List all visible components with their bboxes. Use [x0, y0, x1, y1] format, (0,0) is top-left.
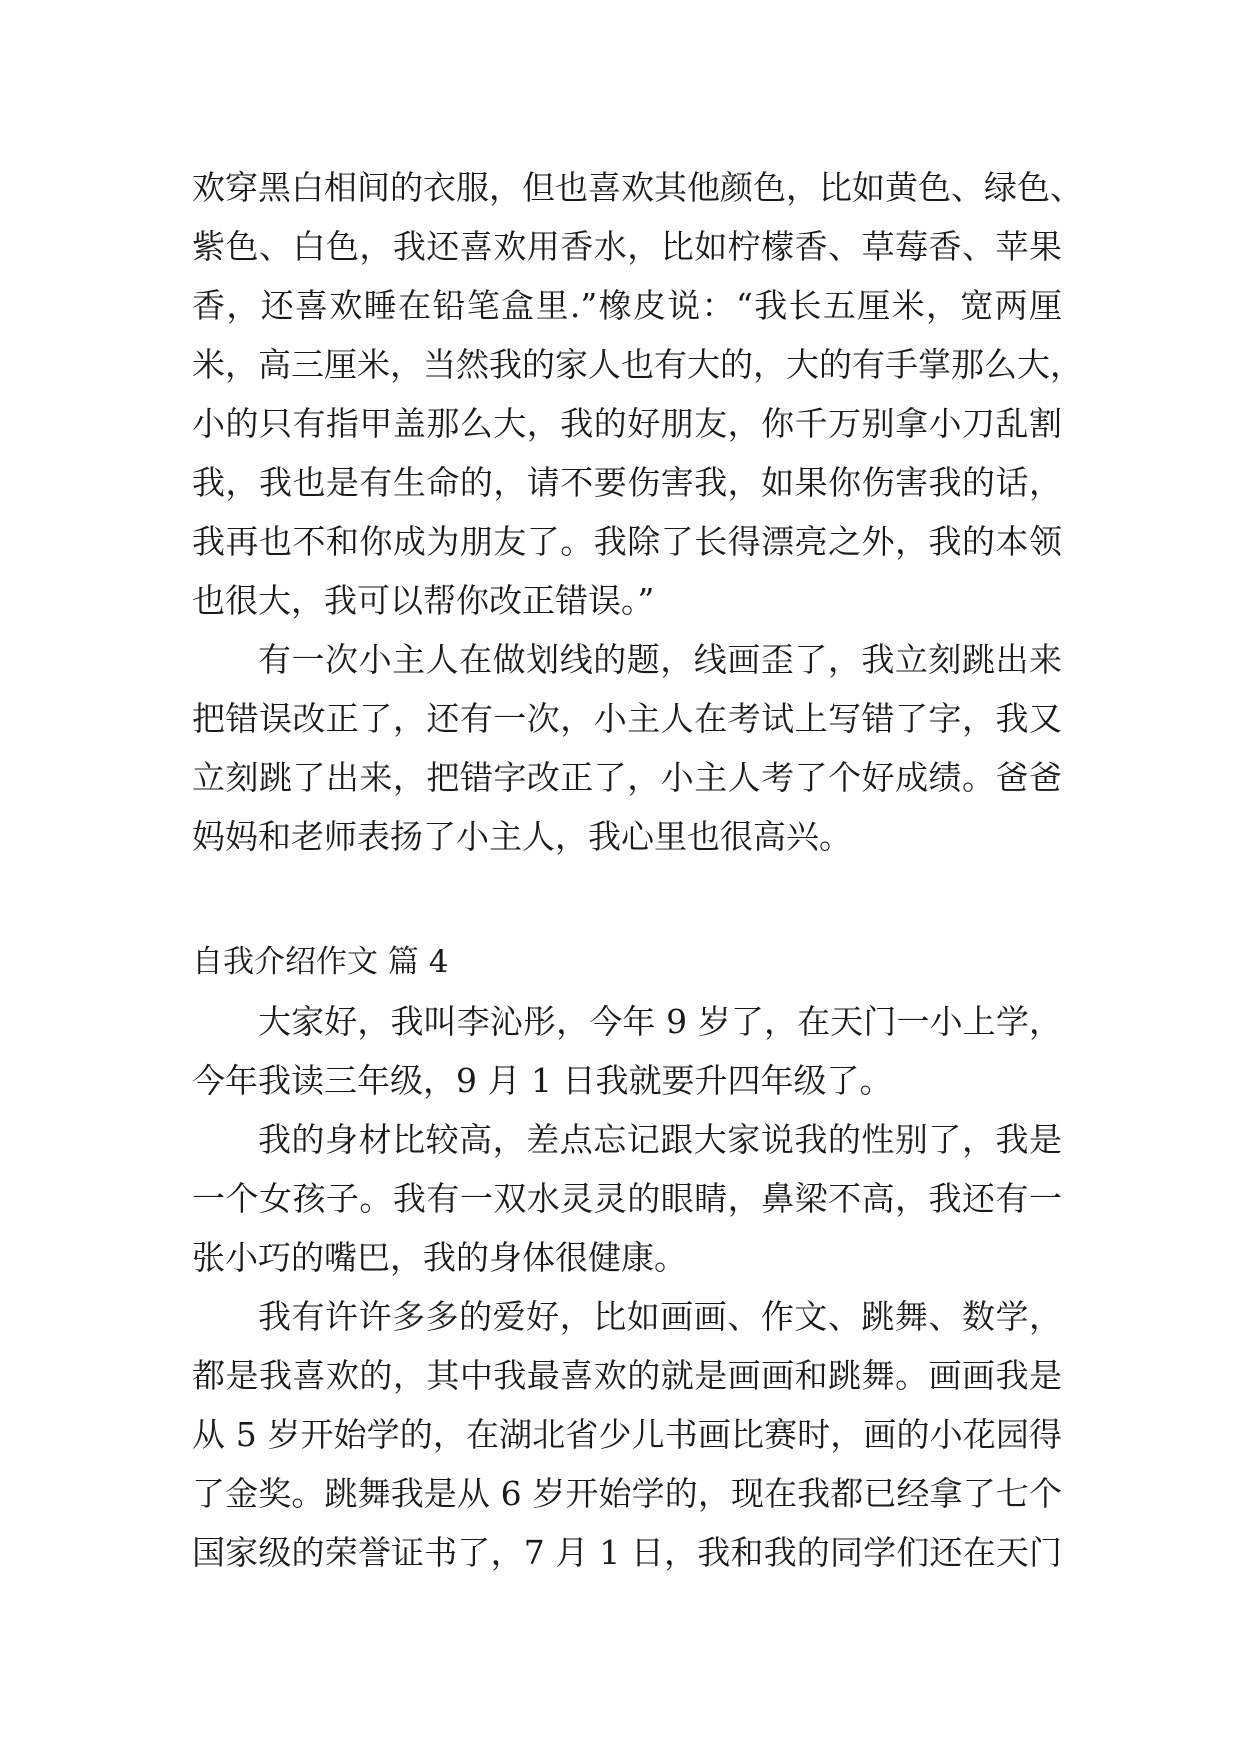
text-line: 国家级的荣誉证书了，7 月 1 日，我和我的同学们还在天门	[192, 1533, 1062, 1572]
text-line: 欢穿黑白相间的衣服，但也喜欢其他颜色，比如黄色、绿色、	[192, 168, 1083, 207]
text-line: 从 5 岁开始学的，在湖北省少儿书画比赛时，画的小花园得	[192, 1415, 1062, 1454]
section-heading: 自我介绍作文 篇 4	[192, 944, 449, 980]
document-body	[192, 158, 1083, 1582]
paragraph-hobbies	[192, 1287, 1062, 1582]
paragraph-eraser-story	[192, 630, 1062, 866]
text-line: 香，还喜欢睡在铅笔盒里.”橡皮说：“我长五厘米，宽两厘	[192, 286, 1062, 325]
text-line: 小的只有指甲盖那么大，我的好朋友，你千万别拿小刀乱割	[192, 404, 1062, 443]
text-line: 张小巧的嘴巴，我的身体很健康。	[192, 1238, 687, 1277]
text-line: 都是我喜欢的，其中我最喜欢的就是画画和跳舞。画画我是	[192, 1356, 1062, 1395]
text-line: 立刻跳了出来，把错字改正了，小主人考了个好成绩。爸爸	[192, 758, 1062, 797]
text-line: 妈妈和老师表扬了小主人，我心里也很高兴。	[192, 817, 852, 856]
text-line: 我有许许多多的爱好，比如画画、作文、跳舞、数学，	[258, 1297, 1062, 1336]
text-line: 大家好，我叫李沁彤，今年 9 岁了，在天门一小上学，	[258, 1002, 1062, 1041]
text-line: 我再也不和你成为朋友了。我除了长得漂亮之外，我的本领	[192, 522, 1062, 561]
section-gap	[192, 866, 1062, 925]
paragraph-appearance	[192, 1110, 1062, 1287]
text-line: 有一次小主人在做划线的题，线画歪了，我立刻跳出来	[258, 640, 1062, 679]
text-line: 把错误改正了，还有一次，小主人在考试上写错了字，我又	[192, 699, 1062, 738]
text-line: 我，我也是有生命的，请不要伤害我，如果你伤害我的话，	[192, 463, 1062, 502]
text-line: 了金奖。跳舞我是从 6 岁开始学的，现在我都已经拿了七个	[192, 1474, 1062, 1513]
text-line: 也很大，我可以帮你改正错误。”	[192, 581, 655, 620]
text-line: 一个女孩子。我有一双水灵灵的眼睛，鼻梁不高，我还有一	[192, 1179, 1062, 1218]
text-line: 我的身材比较高，差点忘记跟大家说我的性别了，我是	[258, 1120, 1062, 1159]
paragraph-eraser-intro	[192, 158, 1083, 630]
text-line: 紫色、白色，我还喜欢用香水，比如柠檬香、草莓香、苹果	[192, 227, 1062, 266]
text-line: 米，高三厘米，当然我的家人也有大的，大的有手掌那么大，	[192, 345, 1083, 384]
text-line: 今年我读三年级，9 月 1 日我就要升四年级了。	[192, 1061, 893, 1100]
paragraph-greeting	[192, 992, 1062, 1110]
